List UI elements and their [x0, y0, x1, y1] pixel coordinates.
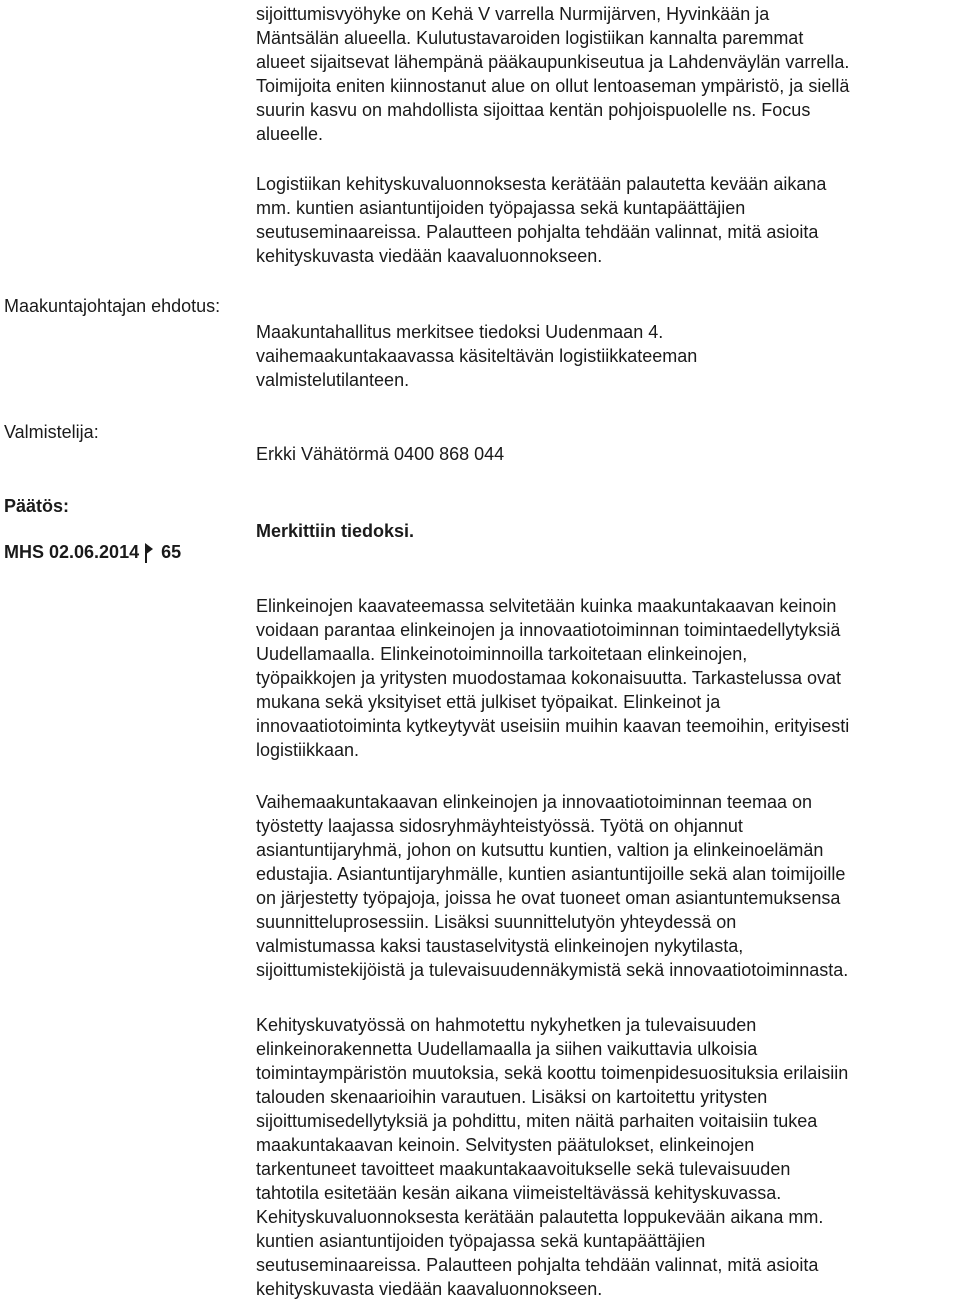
text-line: suurin kasvu on mahdollista sijoittaa kentän pohjoispuolelle ns. Focus — [256, 100, 811, 120]
development-outlook-paragraph — [256, 1013, 956, 1301]
text-line: Mäntsälän alueella. Kulutustavaroiden logistiikan kannalta paremmat — [256, 28, 804, 48]
meeting-section: 65 — [161, 542, 182, 562]
text-line: talouden skenaarioihin varautuen. Lisäksi on kartoitettu yritysten — [256, 1087, 768, 1107]
text-line: tahtotila esitetään kesän aikana viimeisteltävässä kehityskuvassa. — [256, 1183, 782, 1203]
text-line: kehityskuvasta viedään kaavaluonnokseen. — [256, 1279, 603, 1299]
intro-paragraph — [256, 2, 956, 146]
text-line: logistiikkaan. — [256, 740, 360, 760]
text-line: seutuseminaareissa. Palautteen pohjalta tehdään valinnat, mitä asioita — [256, 1255, 819, 1275]
text-line: Maakuntahallitus merkitsee tiedoksi Uudenmaan 4. — [256, 322, 664, 342]
text-line: innovaatiotoiminta kytkeytyvät useisiin muihin kaavan teemoihin, erityisesti — [256, 716, 850, 736]
text-line: Uudellamaalla. Elinkeinotoiminnoilla tarkoitetaan elinkeinojen, — [256, 644, 748, 664]
text-line: asiantuntijaryhmä, johon on kutsuttu kuntien, valtion ja elinkeinoelämän — [256, 840, 824, 860]
text-line: vaihemaakuntakaavassa käsiteltävän logistiikkateeman — [256, 346, 698, 366]
text-line: Vaihemaakuntakaavan elinkeinojen ja innovaatiotoiminnan teemaa on — [256, 792, 813, 812]
text-line: edustajia. Asiantuntijaryhmälle, kuntien asiantuntijoille sekä alan toimijoille — [256, 864, 846, 884]
text-line: on järjestetty työpajoja, joissa he ovat tuoneet oman asiantuntemuksensa — [256, 888, 841, 908]
meeting-reference — [4, 540, 181, 564]
text-line: Logistiikan kehityskuvaluonnoksesta kerätään palautetta kevään aikana — [256, 174, 827, 194]
feedback-paragraph — [256, 172, 956, 268]
text-line: alueelle. — [256, 124, 324, 144]
text-line: sijoittumisedellytyksiä ja pohdittu, miten näitä parhaiten voitaisiin tukea — [256, 1111, 818, 1131]
text-line: Elinkeinojen kaavateemassa selvitetään kuinka maakuntakaavan keinoin — [256, 596, 837, 616]
text-line: voidaan parantaa elinkeinojen ja innovaatiotoiminnan toimintaedellytyksiä — [256, 620, 841, 640]
text-line: Kehityskuvatyössä on hahmotettu nykyhetken ja tulevaisuuden — [256, 1015, 757, 1035]
text-line: suunnitteluprosessiin. Lisäksi suunnittelutyön yhteydessä on — [256, 912, 737, 932]
text-line: maakuntakaavan keinoin. Selvitysten päätulokset, elinkeinojen — [256, 1135, 755, 1155]
text-line: työstetty laajassa sidosryhmäyhteistyössä. Työtä on ohjannut — [256, 816, 743, 836]
proposal-text — [256, 320, 956, 392]
text-line: seutuseminaareissa. Palautteen pohjalta tehdään valinnat, mitä asioita — [256, 222, 819, 242]
preparer-label: Valmistelija: — [4, 422, 99, 442]
text-line: tarkentuneet tavoitteet maakuntakaavoitukselle sekä tulevaisuuden — [256, 1159, 791, 1179]
text-line: mukana sekä yksityiset että julkiset työpaikat. Elinkeinot ja — [256, 692, 721, 712]
text-line: työpaikkojen ja yritysten muodostamaa kokonaisuutta. Tarkastelussa ovat — [256, 668, 841, 688]
text-line: elinkeinorakennetta Uudellamaalla ja siihen vaikuttavia ulkoisia — [256, 1039, 758, 1059]
section-arrow-icon — [145, 541, 153, 563]
text-line: sijoittumisvyöhyke on Kehä V varrella Nurmijärven, Hyvinkään ja — [256, 4, 770, 24]
text-line: toimintaympäristön muutoksia, sekä koottu toimenpidesuosituksia erilaisiin — [256, 1063, 849, 1083]
text-line: valmistumassa kaksi taustaselvitystä elinkeinojen nykytilasta, — [256, 936, 744, 956]
text-line: mm. kuntien asiantuntijoiden työpajassa sekä kuntapäättäjien — [256, 198, 746, 218]
decision-value: Merkittiin tiedoksi. — [256, 521, 415, 541]
text-line: sijoittumistekijöistä ja tulevaisuudennäkymistä sekä innovaatiotoiminnasta. — [256, 960, 849, 980]
text-line: Toimijoita eniten kiinnostanut alue on ollut lentoaseman ympäristö, ja siellä — [256, 76, 850, 96]
text-line: kuntien asiantuntijoiden työpajassa sekä kuntapäättäjien — [256, 1231, 706, 1251]
meeting-date: MHS 02.06.2014 — [4, 542, 140, 562]
proposal-label: Maakuntajohtajan ehdotus: — [4, 296, 221, 316]
text-line: Kehityskuvaluonnoksesta kerätään palautetta loppukevään aikana mm. — [256, 1207, 824, 1227]
text-line: valmistelutilanteen. — [256, 370, 410, 390]
decision-label: Päätös: — [4, 496, 70, 516]
business-theme-paragraph — [256, 594, 956, 762]
stakeholder-paragraph — [256, 790, 956, 982]
text-line: alueet sijaitsevat lähempänä pääkaupunkiseutua ja Lahdenväylän varrella. — [256, 52, 850, 72]
preparer-value: Erkki Vähätörmä 0400 868 044 — [256, 444, 505, 464]
text-line: kehityskuvasta viedään kaavaluonnokseen. — [256, 246, 603, 266]
